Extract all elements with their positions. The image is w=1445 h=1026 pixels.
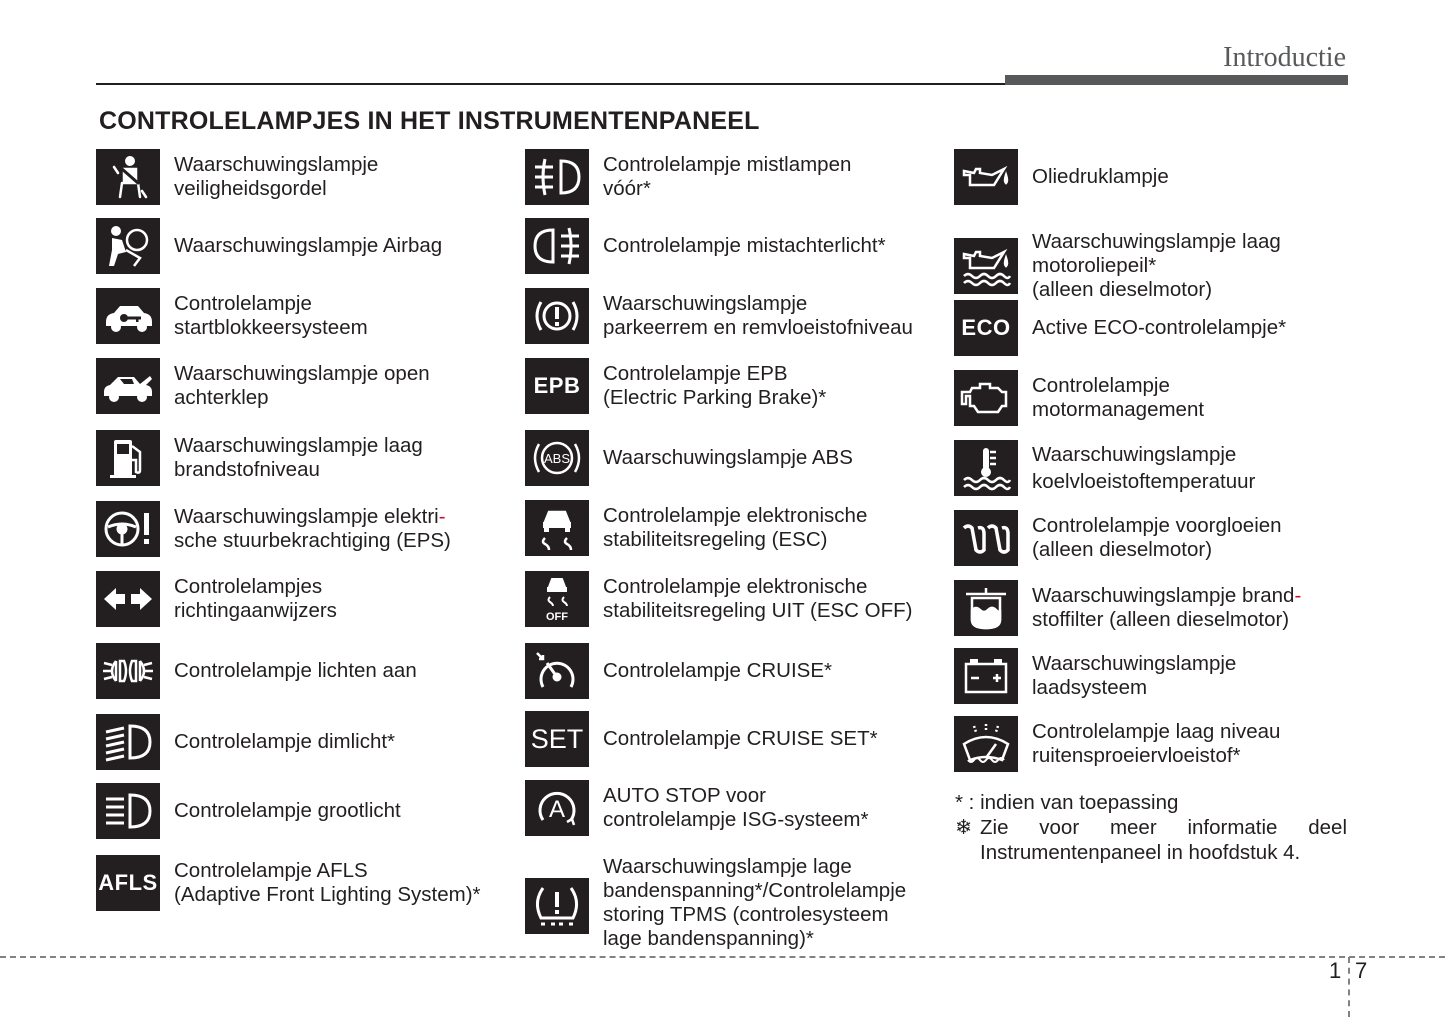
list-item-glow-plug: Controlelampje voorgloeien (alleen dieselmotor) [954,510,1282,566]
list-item-fuel-filter: Waarschuwingslampje brand- stoffilter (alleen dieselmotor) [954,580,1301,636]
list-item-eco: ECO Active ECO-controlelampje* [954,300,1286,356]
front-fog-light-icon [525,149,589,205]
airbag-icon [96,218,160,274]
svg-text:A: A [548,796,566,823]
turn-signal-arrows-icon [96,571,160,627]
open-trunk-icon [96,358,160,414]
list-item-abs: ABS Waarschuwingslampje ABS [525,430,853,486]
list-item-afls: AFLS Controlelampje AFLS (Adaptive Front Lighting System)* [96,855,481,911]
list-item-position-lights: Controlelampje lichten aan [96,643,417,699]
glow-plug-icon [954,510,1018,566]
list-item-immobilizer: Controlelampje startblokkeersysteem [96,288,368,344]
list-item-rear-fog: Controlelampje mistachterlicht* [525,218,886,274]
list-item-battery: Waarschuwingslampje laadsysteem [954,648,1236,704]
footnotes [955,790,1347,865]
list-item-washer: Controlelampje laag niveau ruitensproeiervloeistof* [954,716,1280,772]
svg-text:ABS: ABS [543,451,571,466]
coolant-temperature-icon [954,440,1018,496]
position-lights-icon [96,643,160,699]
list-item-fuel: Waarschuwingslampje laag brandstofniveau [96,430,423,486]
cruise-set-icon: SET [525,711,589,767]
list-item-cruise-set: SET Controlelampje CRUISE SET* [525,711,878,767]
rear-fog-light-icon [525,218,589,274]
footnote-reference: ❄ Zie voor meer informatie deel Instrumentenpaneel in hoofdstuk 4. [955,816,1347,864]
list-item-oil-pressure: Oliedruklampje [954,149,1169,205]
list-item-esc: Controlelampje elektronische stabiliteitsregeling (ESC) [525,500,867,556]
section-title: CONTROLELAMPJES IN HET INSTRUMENTENPANEEL [99,107,760,135]
list-item-tpms: Waarschuwingslampje lage bandenspanning*/Controlelampje storing TPMS (controlesysteem lage bandenspanning)* [525,861,906,951]
list-item-front-fog: Controlelampje mistlampen vóór* [525,149,851,205]
immobilizer-car-key-icon [96,288,160,344]
chapter-number: 1 [1329,958,1342,983]
list-item-turn-signals: Controlelampjes richtingaanwijzers [96,571,337,627]
footnote-applicable: * : indien van toepassing [955,791,1179,814]
list-item-low-oil: Waarschuwingslampje laag motoroliepeil* (alleen dieselmotor) [954,230,1281,302]
list-item-epb: EPB Controlelampje EPB (Electric Parking Brake)* [525,358,826,414]
washer-fluid-icon [954,716,1018,772]
battery-icon [954,648,1018,704]
list-item-cruise: Controlelampje CRUISE* [525,643,832,699]
list-item-low-beam: Controlelampje dimlicht* [96,714,395,770]
list-item-coolant: Waarschuwingslampje koelvloeistoftemperatuur [954,440,1255,496]
auto-stop-icon [525,780,589,836]
high-beam-icon [96,783,160,839]
list-item-airbag: Waarschuwingslampje Airbag [96,218,442,274]
esc-icon [525,500,589,556]
tpms-icon [525,878,589,934]
epb-icon: EPB [525,358,589,414]
header-rule [96,83,1006,85]
list-item-auto-stop: A AUTO STOP voor controlelampje ISG-systeem* [525,780,868,836]
list-item-high-beam: Controlelampje grootlicht [96,783,401,839]
list-item-open-trunk: Waarschuwingslampje open achterklep [96,358,430,414]
header-bar [1005,75,1348,85]
oil-pressure-icon [954,149,1018,205]
low-oil-level-icon [954,238,1018,294]
cruise-icon [525,643,589,699]
page-number: 7 [1355,958,1368,983]
footer-rule [0,956,1445,958]
page-number-separator [1348,957,1350,1017]
esc-off-icon [525,571,589,627]
list-item-seatbelt: Waarschuwingslampje veiligheidsgordel [96,149,378,205]
fuel-filter-icon [954,580,1018,636]
list-item-eps: Waarschuwingslampje elektri- sche stuurbekrachtiging (EPS) [96,501,451,557]
fuel-pump-icon [96,430,160,486]
abs-icon [525,430,589,486]
eco-icon: ECO [954,300,1018,356]
seatbelt-icon [96,149,160,205]
svg-text:OFF: OFF [546,611,568,623]
list-item-engine: Controlelampje motormanagement [954,370,1204,426]
list-item-brake: Waarschuwingslampje parkeerrem en remvloeistofniveau [525,288,913,344]
afls-icon: AFLS [96,855,160,911]
engine-check-icon [954,370,1018,426]
list-item-esc-off: OFF Controlelampje elektronische stabiliteitsregeling UIT (ESC OFF) [525,571,912,627]
low-beam-icon [96,714,160,770]
steering-wheel-warning-icon [96,501,160,557]
snowflake-reference-icon: ❄ [955,816,973,839]
brake-warning-icon [525,288,589,344]
chapter-title: Introductie [1223,42,1346,73]
